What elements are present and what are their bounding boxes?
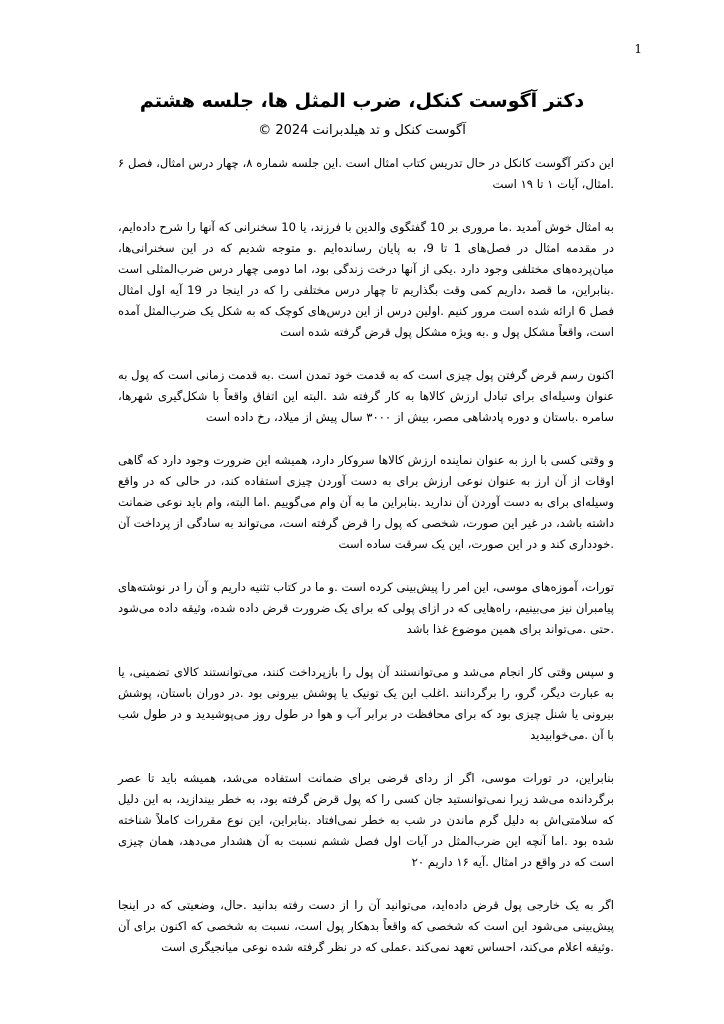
- paragraph: اگر به یک خارجی پول قرض داده‌اید، می‌توانید آن را از دست رفته بدانید .حال، وضعیتی که در اینجا پیش‌بینی می‌شود این است که شخصی که واقعاً بدهکار پول است، نسبت به شخصی که اکنون برای آن .وثیقه اعلام می‌کند، احساس تعهد نمی‌کند .عملی که در نظر گرفته شده نوعی میانجیگری است: [118, 898, 614, 954]
- paragraph: اکنون رسم قرض گرفتن پول چیزی است که به قدمت خود تمدن است .به قدمت زمانی است که پول به عنوان وسیله‌ای برای تبادل ارزش کالاها به کار گرفته شد .البته این اتفاق واقعاً با شکل‌گیری شهرها، سامره .باستان و دوره پادشاهی مصر، بیش از ۳۰۰۰ سال پیش از میلاد، رخ داده است: [118, 368, 614, 424]
- document-body: [118, 153, 614, 980]
- page-number: 1: [634, 42, 642, 56]
- paragraph: بنابراین، در تورات موسی، اگر از ردای قرضی برای ضمانت استفاده می‌شد، همیشه باید تا عصر برگردانده می‌شد زیرا نمی‌توانستید جان کسی را که پول قرض گرفته بود، به خطر بیندازید، به این دلیل که سلامتی‌اش به دلیل گرم ماندن در شب به خطر نمی‌افتاد .بنابراین، این نوع مقررات کاملاً شناخته شده بود .اما آنچه این ضرب‌المثل در آیات اول فصل ششم نسبت به آن هشدار می‌دهد، همان چیزی است که در واقع در امثال .آیه ۱۶ داریم ۲۰: [118, 771, 614, 869]
- paragraph: و سپس وقتی کار انجام می‌شد و می‌توانستند آن پول را بازپرداخت کنند، می‌توانستند کالای تضمینی، یا به عبارت دیگر، گرو، را برگردانند .اغلب این یک تونیک یا پوشش بیرونی بود .در دوران باستان، پوشش بیرونی یا شنل چیزی بود که برای محافظت در برابر آب و هوا در طول روز می‌پوشیدید و در طول شب با آن .می‌خوابیدید: [118, 665, 614, 742]
- paragraph: و وقتی کسی با ارز به عنوان نماینده ارزش کالاها سروکار دارد، همیشه این ضرورت وجود دارد که گاهی اوقات از آن ارز به عنوان نوعی ارزش برای به دست آوردن چیزی استفاده کند، در حالی که در واقع وسیله‌ای برای به دست آوردن آن ندارید .بنابراین ما به آن وام می‌گوییم .اما البته، وام باید نوعی ضمانت داشته باشد، در غیر این صورت، شخصی که پول را قرض گرفته است، می‌تواند به سادگی از پرداخت آن .خودداری کند و در این صورت، این یک سرقت ساده است: [118, 453, 614, 551]
- document-title: دکتر آگوست کنکل، ضرب المثل ها، جلسه هشتم: [139, 90, 585, 112]
- paragraph: تورات، آموزه‌های موسی، این امر را پیش‌بینی کرده است .و ما در کتاب تثنیه داریم و آن را در نوشته‌های پیامبران نیز می‌بینیم، راه‌هایی که در ازای پولی که برای یک ضرورت قرض داده شده، وثیقه داده می‌شود .حتی .می‌تواند برای همین موضوع غذا باشد: [118, 580, 614, 636]
- document-subtitle: آگوست کنکل و تد هیلدبرانت 2024 ©: [258, 123, 466, 138]
- paragraph: این دکتر آگوست کانکل در حال تدریس کتاب امثال است .این جلسه شماره ۸، چهار درس امثال، فصل ۶ .امثال، آیات ۱ تا ۱۹ است: [118, 156, 614, 191]
- paragraph: به امثال خوش آمدید .ما مروری بر 10 گفتگوی والدین با فرزند، یا 10 سخنرانی که آنها را شرح داده‌ایم، در مقدمه امثال در فصل‌های 1 تا 9، به پایان رسانده‌ایم .و متوجه شدیم که در این سخنرانی‌ها، میان‌پرده‌های مختلفی وجود دارد .یکی از آنها درخت زندگی بود، اما دومی چهار درس ضرب‌المثلی است .بنابراین، ما قصد ،داریم کمی وقت بگذاریم تا چهار درس مختلفی را که در اینجا در 19 آیه اول امثال فصل 6 ارائه شده است مرور کنیم .اولین درس از این درس‌های کوچک که به شکل یک ضرب‌المثل آمده است، واقعاً مشکل پول و .به ویژه مشکل پول قرض گرفته شده است: [118, 220, 615, 339]
